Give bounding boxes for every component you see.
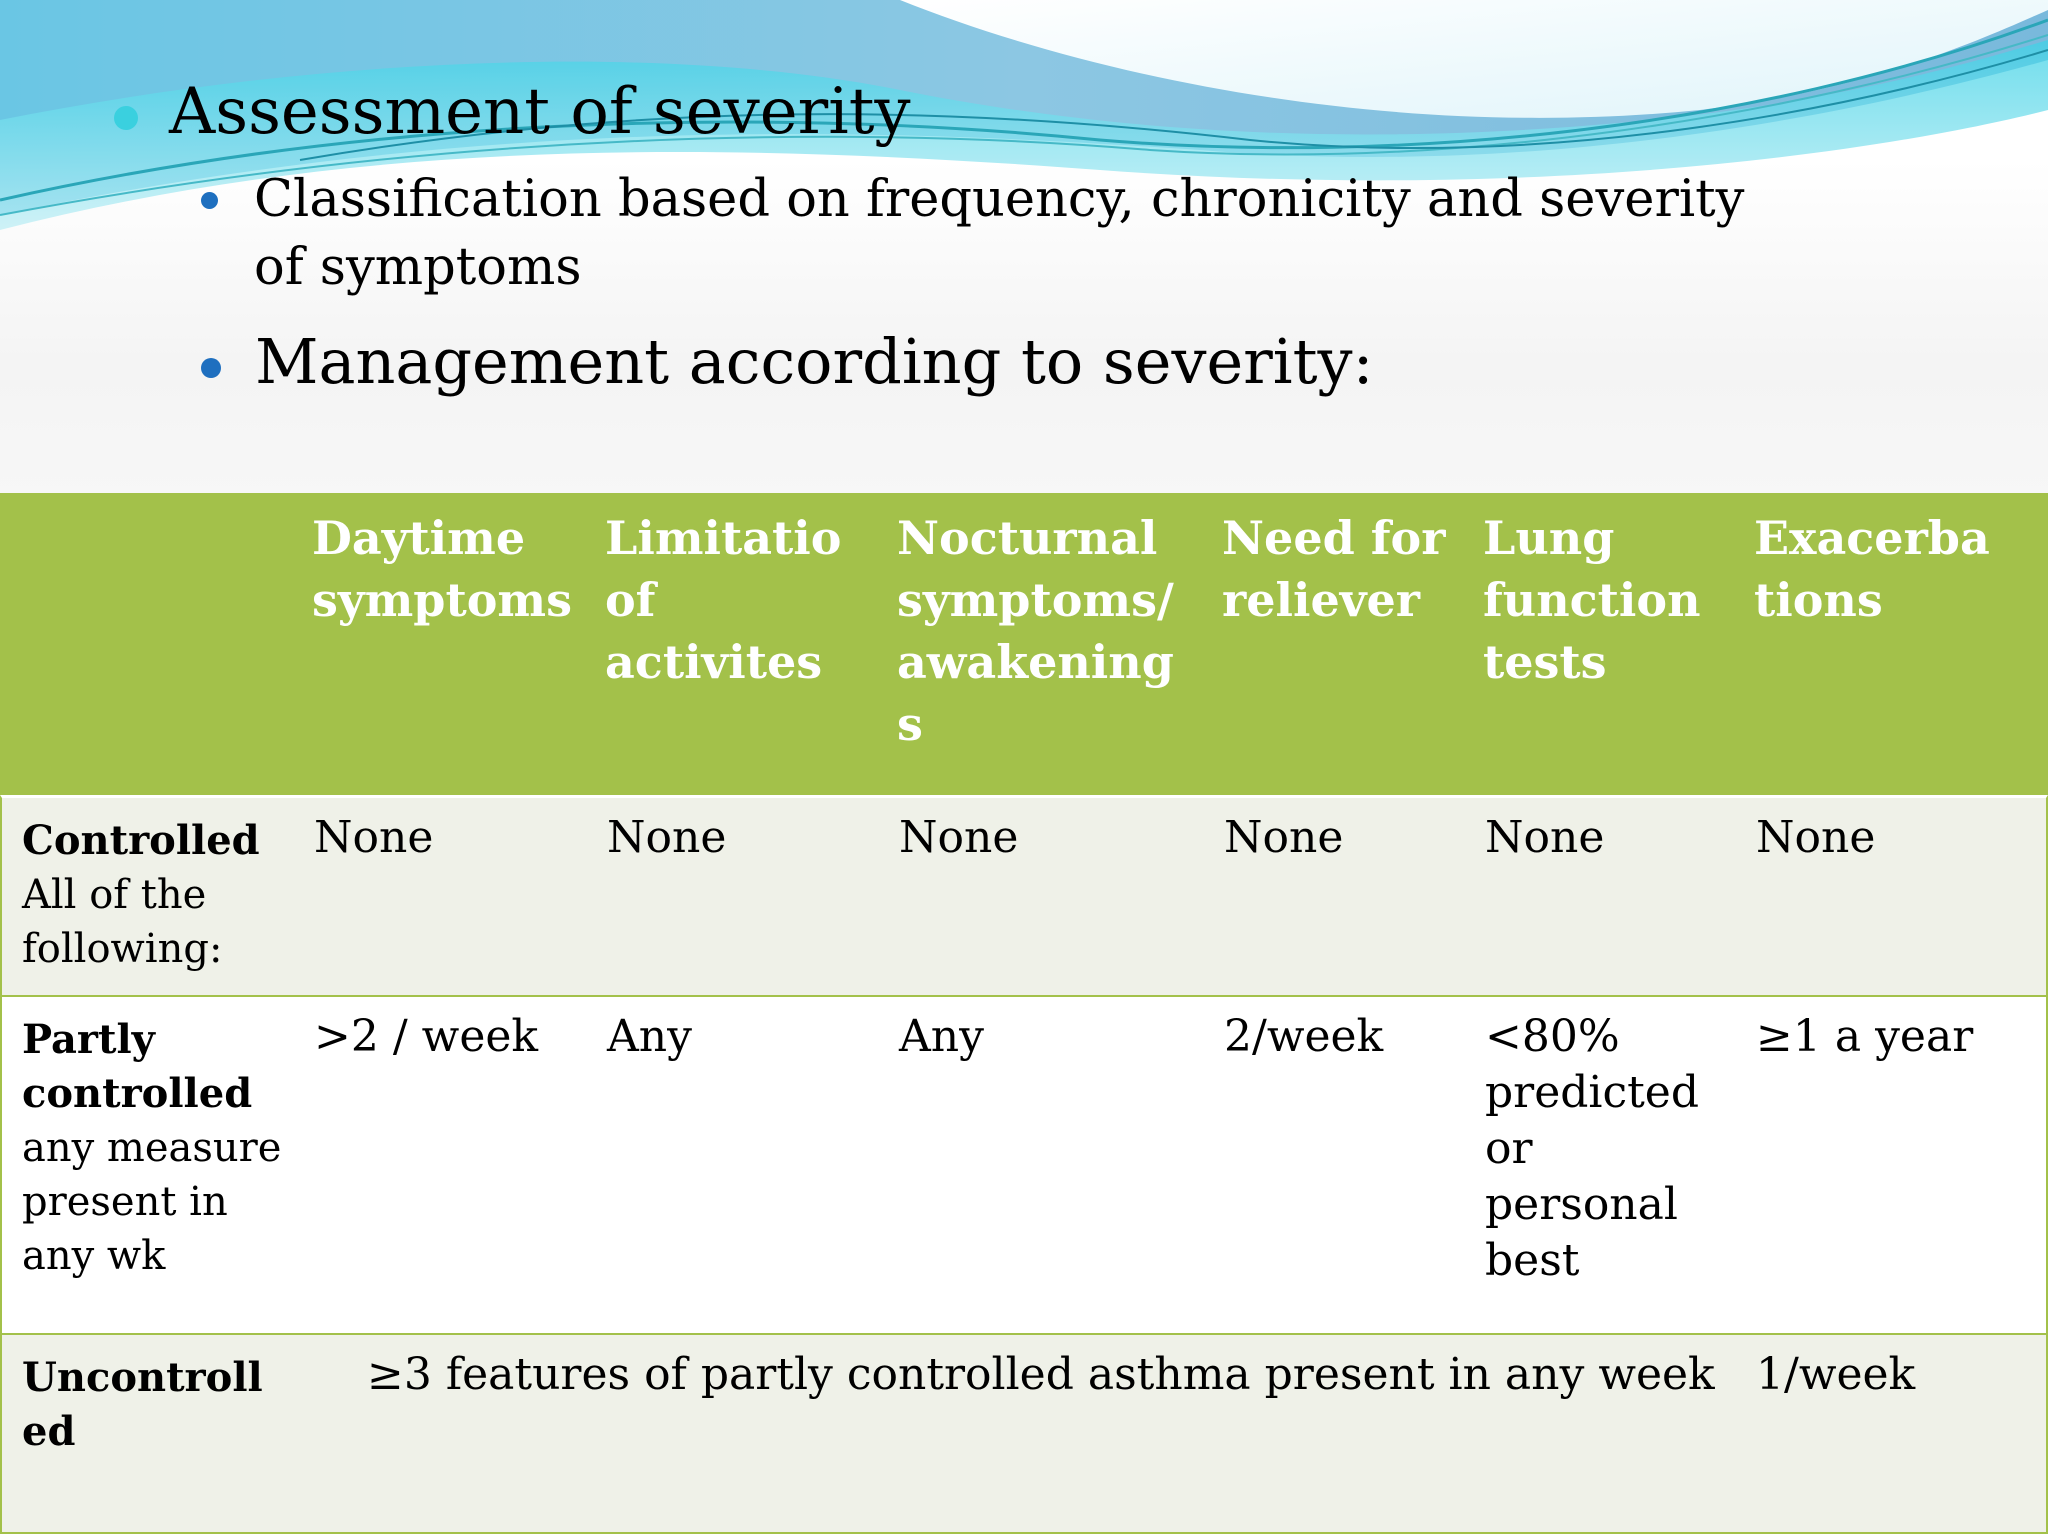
row-label-bold: Partly controlled: [22, 1016, 253, 1117]
row-label: [22, 814, 292, 976]
table-cell: >2 / week: [314, 1011, 539, 1062]
table-row-controlled: [0, 795, 2048, 995]
table-cell: None: [607, 812, 727, 863]
header-nocturnal-symptoms: Nocturnal symptoms/ awakening s: [897, 511, 1174, 751]
table-spanning-cell: ≥3 features of partly controlled asthma present in any week: [367, 1349, 1715, 1400]
table-cell: 1/week: [1756, 1349, 1916, 1400]
row-label-detail: any measure present in any wk: [22, 1125, 282, 1279]
bullet-dot-icon: [201, 192, 218, 209]
bullet-text: Classification based on frequency, chronicity and severity of symptoms: [254, 170, 1745, 297]
table-cell: None: [1756, 812, 1876, 863]
header-exacerbations: Exacerba tions: [1754, 511, 1990, 627]
header-lung-function-tests: Lung function tests: [1483, 511, 1701, 689]
row-label-detail: All of the following:: [22, 872, 223, 972]
row-label-bold: Controlled: [22, 817, 260, 864]
header-daytime-symptoms: Daytime symptoms: [312, 511, 572, 627]
table-cell: None: [314, 812, 434, 863]
slide-title: Assessment of severity: [169, 75, 911, 149]
table-cell: None: [899, 812, 1019, 863]
header-limitation-of-activities: Limitatio of activites: [605, 511, 842, 689]
bullet-level2-classification: [201, 166, 1761, 302]
bullet-level1: [114, 72, 911, 152]
row-label-bold: Uncontroll ed: [22, 1354, 263, 1455]
bullet-level2-management: [201, 322, 1373, 402]
table-cell: <80% predicted or personal best: [1485, 1011, 1700, 1286]
table-row-partly-controlled: [0, 995, 2048, 1335]
table-cell: Any: [607, 1011, 692, 1062]
header-need-for-reliever: Need for reliever: [1222, 511, 1446, 627]
bullet-dot-icon: [114, 106, 138, 130]
table-cell: ≥1 a year: [1756, 1011, 1974, 1062]
table-cell: None: [1224, 812, 1344, 863]
severity-table: [0, 493, 2048, 1534]
table-cell: None: [1485, 812, 1605, 863]
table-cell: Any: [899, 1011, 984, 1062]
row-label: [22, 1351, 272, 1459]
table-cell: 2/week: [1224, 1011, 1384, 1062]
table-header-row: [0, 493, 2048, 795]
table-row-uncontrolled: [0, 1335, 2048, 1534]
bullet-dot-icon: [201, 358, 221, 378]
bullet-text: Management according to severity:: [255, 325, 1374, 398]
row-label: [22, 1013, 292, 1283]
